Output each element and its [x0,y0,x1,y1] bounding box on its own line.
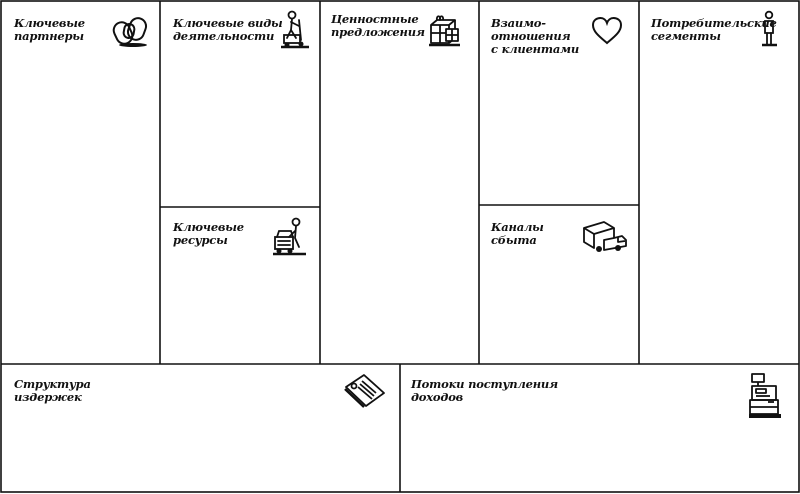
block-cost-structure [0,364,400,494]
block-channels [479,205,639,364]
block-value-propositions-label: Ценностные предложения [331,12,425,39]
block-value-propositions [320,0,479,364]
block-key-resources-label: Ключевые ресурсы [173,220,244,247]
block-channels-label: Каналы сбыта [491,220,544,247]
block-key-resources [160,207,320,364]
block-key-partners [0,0,160,364]
block-revenue-streams-label: Потоки поступления доходов [411,377,558,404]
cash-register-icon [748,372,782,420]
block-cost-structure-label: Структура издержек [14,377,91,404]
gift-boxes-icon [428,13,462,47]
block-key-activities-label: Ключевые виды деятельности [173,16,283,43]
price-tag-icon [342,373,388,409]
block-customer-segments [639,0,800,364]
block-key-partners-label: Ключевые партнеры [14,16,85,43]
block-customer-relationships [479,0,639,205]
block-key-activities [160,0,320,207]
heart-icon [591,16,623,46]
delivery-truck-icon [582,220,628,254]
person-with-hand-truck-icon [279,10,313,48]
standing-person-icon [761,11,779,47]
block-customer-segments-label: Потребительские сегменты [651,16,777,43]
person-with-cart-icon [272,217,310,257]
chain-links-icon [111,14,151,48]
block-customer-relationships-label: Взаимо- отношения с клиентами [491,16,579,56]
block-revenue-streams [400,364,800,494]
